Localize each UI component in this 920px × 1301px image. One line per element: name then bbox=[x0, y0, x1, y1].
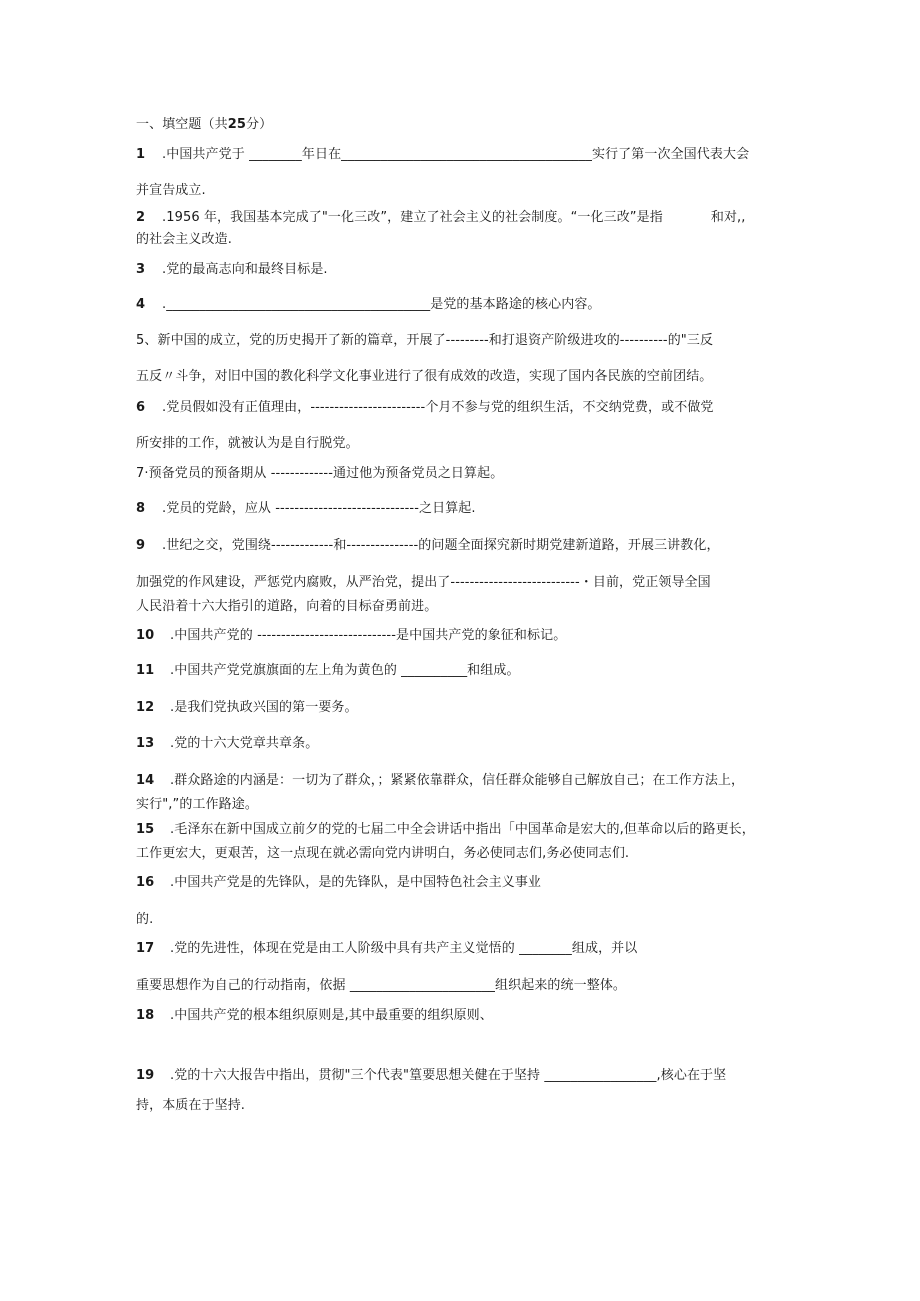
question-number: 11 bbox=[136, 663, 155, 678]
question-text: .世纪之交，党围绕-------------和---------------的问题全面探究新时期党建新道路，开展三讲教化， bbox=[162, 538, 720, 553]
question-10 bbox=[136, 627, 566, 645]
question-text: 持，本质在于坚持. bbox=[136, 1098, 246, 1113]
question-number: 10 bbox=[136, 628, 155, 643]
question-text: .1956 年，我国基本完成了"一化三改”，建立了社会主义的社会制度。“一化三改”是指 bbox=[162, 210, 663, 225]
question-text: 是党的基本路途的核心内容。 bbox=[430, 297, 601, 312]
question-number: 18 bbox=[136, 1008, 155, 1023]
question-text: 5、新中国的成立，党的历史揭开了新的篇章，开展了---------和打退资产阶级进攻的----------的"三反 bbox=[136, 333, 714, 348]
question-14 bbox=[136, 772, 744, 790]
question-text: .党的十六大党章共章条。 bbox=[170, 736, 319, 751]
question-text: 人民沿着十六大指引的道路，向着的目标奋勇前进。 bbox=[136, 599, 438, 614]
question-7 bbox=[136, 465, 503, 483]
question-number: 19 bbox=[136, 1068, 155, 1083]
question-number: 12 bbox=[136, 700, 155, 715]
question-1 bbox=[136, 146, 749, 164]
question-5 bbox=[136, 332, 713, 350]
question-16 bbox=[136, 874, 541, 892]
answer-blank: ______________________________________ bbox=[341, 147, 592, 162]
question-5-cont bbox=[136, 368, 712, 386]
question-text: 实行",”的工作路途。 bbox=[136, 797, 258, 812]
question-19-cont bbox=[136, 1097, 245, 1115]
question-15-cont bbox=[136, 845, 629, 863]
section-unit: 分） bbox=[246, 117, 273, 132]
question-text: .中国共产党于 ________年日在 bbox=[162, 147, 342, 162]
question-number: 9 bbox=[136, 538, 146, 553]
question-number: 8 bbox=[136, 501, 146, 516]
question-2 bbox=[136, 209, 746, 227]
question-text: 加强党的作风建设，严惩党内腐败，从严治党，提出了---------------------------・目前，党正领导全国 bbox=[136, 575, 711, 590]
question-text: 7·预备党员的预备期从 -------------通过他为预备党员之日算起。 bbox=[136, 466, 504, 481]
question-9-cont-1 bbox=[136, 574, 711, 592]
question-text: .群众路途的内涵是：一切为了群众，；紧紧依靠群众，信任群众能够自己解放自己；在工作方法上， bbox=[170, 773, 745, 788]
question-number: 17 bbox=[136, 941, 155, 956]
question-text: .党员假如没有正值理由，------------------------个月不参与党的组织生活，不交纳党费，或不做党 bbox=[162, 400, 714, 415]
question-11 bbox=[136, 662, 520, 680]
question-8 bbox=[136, 500, 476, 518]
question-text: .党的先进性，体现在党是由工人阶级中具有共产主义觉悟的 ________组成，并以 bbox=[170, 941, 638, 956]
question-number: 16 bbox=[136, 875, 155, 890]
question-text: .中国共产党党旗旗面的左上角为黄色的 __________和组成。 bbox=[170, 663, 520, 678]
question-17 bbox=[136, 940, 637, 958]
question-4 bbox=[136, 296, 601, 314]
question-number: 14 bbox=[136, 773, 155, 788]
question-text: .是我们党执政兴国的第一要务。 bbox=[170, 700, 358, 715]
question-text: 工作更宏大，更艰苦，这一点现在就必需向党内讲明白，务必使同志们,务必使同志们. bbox=[136, 846, 630, 861]
question-13 bbox=[136, 735, 318, 753]
question-1-cont bbox=[136, 182, 206, 200]
question-number: 15 bbox=[136, 822, 155, 837]
question-15 bbox=[136, 821, 755, 839]
section-heading bbox=[136, 116, 272, 134]
section-score: 25 bbox=[227, 117, 246, 132]
question-2-cont bbox=[136, 231, 232, 249]
question-number: 3 bbox=[136, 262, 146, 277]
question-9-cont-2 bbox=[136, 598, 437, 616]
question-text: .党的十六大报告中指出，贯彻"三个代表"篁要思想关健在于坚持 _________________,核心在于坚 bbox=[170, 1068, 727, 1083]
answer-blank: ________________________________________ bbox=[166, 297, 431, 312]
question-18 bbox=[136, 1007, 493, 1025]
question-9 bbox=[136, 537, 720, 555]
question-text: . bbox=[162, 297, 167, 312]
section-title: 一、填空题（共 bbox=[136, 117, 228, 132]
question-text: .党的最高志向和最终目标是. bbox=[162, 262, 328, 277]
question-text: .党员的党龄，应从 ------------------------------之日算起. bbox=[162, 501, 476, 516]
question-16-cont bbox=[136, 911, 153, 929]
question-number: 13 bbox=[136, 736, 155, 751]
question-text: 并宣告成立. bbox=[136, 183, 206, 198]
question-text: 五反〃斗争，对旧中国的教化科学文化事业进行了很有成效的改造，实现了国内各民族的空前团结。 bbox=[136, 369, 713, 384]
question-text: 的. bbox=[136, 912, 154, 927]
question-text: 和对,, bbox=[710, 210, 746, 225]
question-number: 6 bbox=[136, 400, 146, 415]
question-text: 重要思想作为自己的行动指南，依据 ______________________组织起来的统一整体。 bbox=[136, 978, 627, 993]
question-text: .中国共产党的 -----------------------------是中国共产党的象征和标记。 bbox=[170, 628, 567, 643]
question-text: 的社会主义改造. bbox=[136, 232, 232, 247]
question-number: 2 bbox=[136, 210, 146, 225]
question-6 bbox=[136, 399, 714, 417]
question-text: 实行了第一次全国代表大会 bbox=[591, 147, 750, 162]
question-12 bbox=[136, 699, 358, 717]
question-text: 所安排的工作，就被认为是自行脱党。 bbox=[136, 436, 359, 451]
question-6-cont bbox=[136, 435, 359, 453]
question-number: 4 bbox=[136, 297, 146, 312]
question-text: .中国共产党是的先锋队，是的先锋队，是中国特色社会主义事业 bbox=[170, 875, 542, 890]
question-17-cont bbox=[136, 977, 626, 995]
question-3 bbox=[136, 261, 328, 279]
question-19 bbox=[136, 1067, 726, 1085]
question-number: 1 bbox=[136, 147, 146, 162]
question-text: .毛泽东在新中国成立前夕的党的七届二中全会讲话中指出「中国革命是宏大的,但革命以后的路更长， bbox=[170, 822, 755, 837]
question-14-cont bbox=[136, 796, 258, 814]
question-text: .中国共产党的根本组织原则是,其中最重要的组织原则、 bbox=[170, 1008, 493, 1023]
